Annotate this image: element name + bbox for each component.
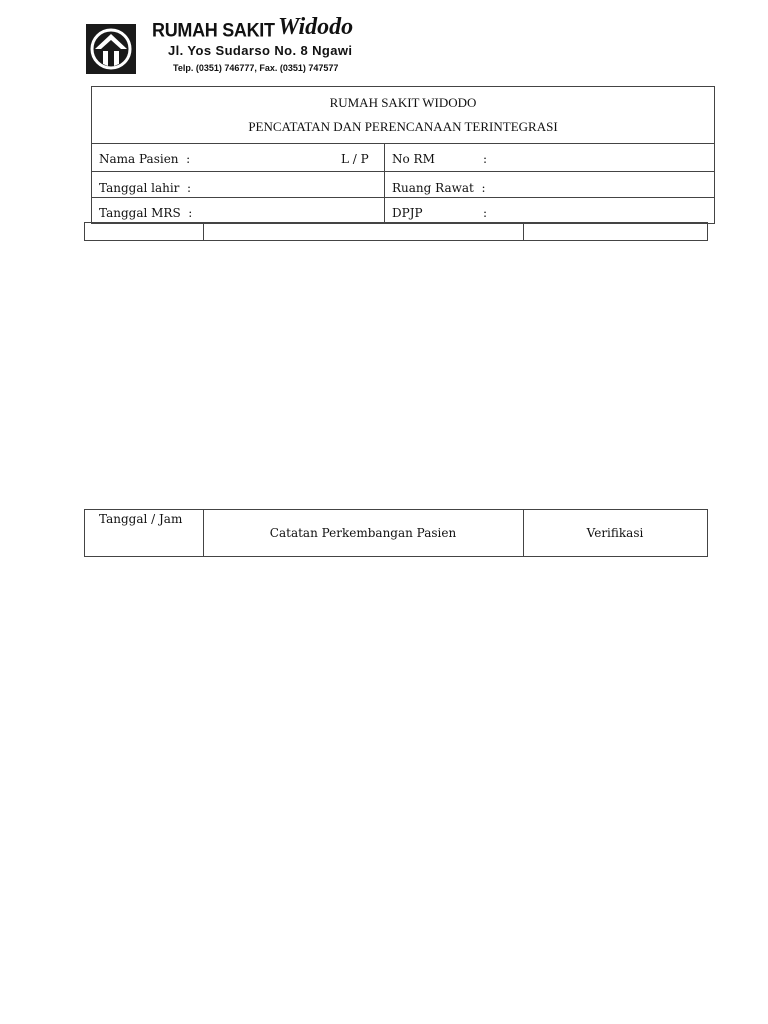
patient-name-label: Nama Pasien :	[99, 152, 191, 166]
patient-header-box	[91, 86, 715, 224]
ward-label: Ruang Rawat :	[392, 181, 486, 195]
divider	[384, 143, 385, 223]
hospital-logo	[86, 24, 136, 74]
form-title-hospital: RUMAH SAKIT WIDODO	[329, 95, 477, 110]
divider	[92, 143, 714, 144]
column-header-date-time: Tanggal / Jam	[99, 512, 183, 526]
divider	[92, 171, 714, 172]
empty-row-table	[84, 222, 708, 241]
form-title-document: PENCATATAN DAN PERENCANAAN TERINTEGRASI	[248, 119, 558, 134]
record-no-colon: :	[483, 152, 488, 166]
gender-label: L / P	[341, 152, 369, 166]
column-header-progress-notes: Catatan Perkembangan Pasien	[269, 526, 457, 540]
hospital-phone: Telp. (0351) 746777, Fax. (0351) 747577	[173, 63, 339, 73]
dpjp-colon: :	[483, 206, 488, 220]
column-divider	[203, 223, 204, 240]
hospital-logo-icon	[86, 24, 136, 74]
column-header-verification: Verifikasi	[586, 526, 644, 540]
dob-label: Tanggal lahir :	[99, 181, 192, 195]
admission-date-label: Tanggal MRS :	[99, 206, 193, 220]
divider	[92, 197, 714, 198]
hospital-address: Jl. Yos Sudarso No. 8 Ngawi	[168, 43, 353, 58]
hospital-brand: Widodo	[278, 14, 354, 40]
progress-notes-table	[84, 509, 708, 557]
column-divider	[523, 223, 524, 240]
hospital-name: RUMAH SAKIT	[152, 18, 275, 41]
dpjp-label: DPJP	[392, 206, 423, 220]
record-no-label: No RM	[392, 152, 435, 166]
